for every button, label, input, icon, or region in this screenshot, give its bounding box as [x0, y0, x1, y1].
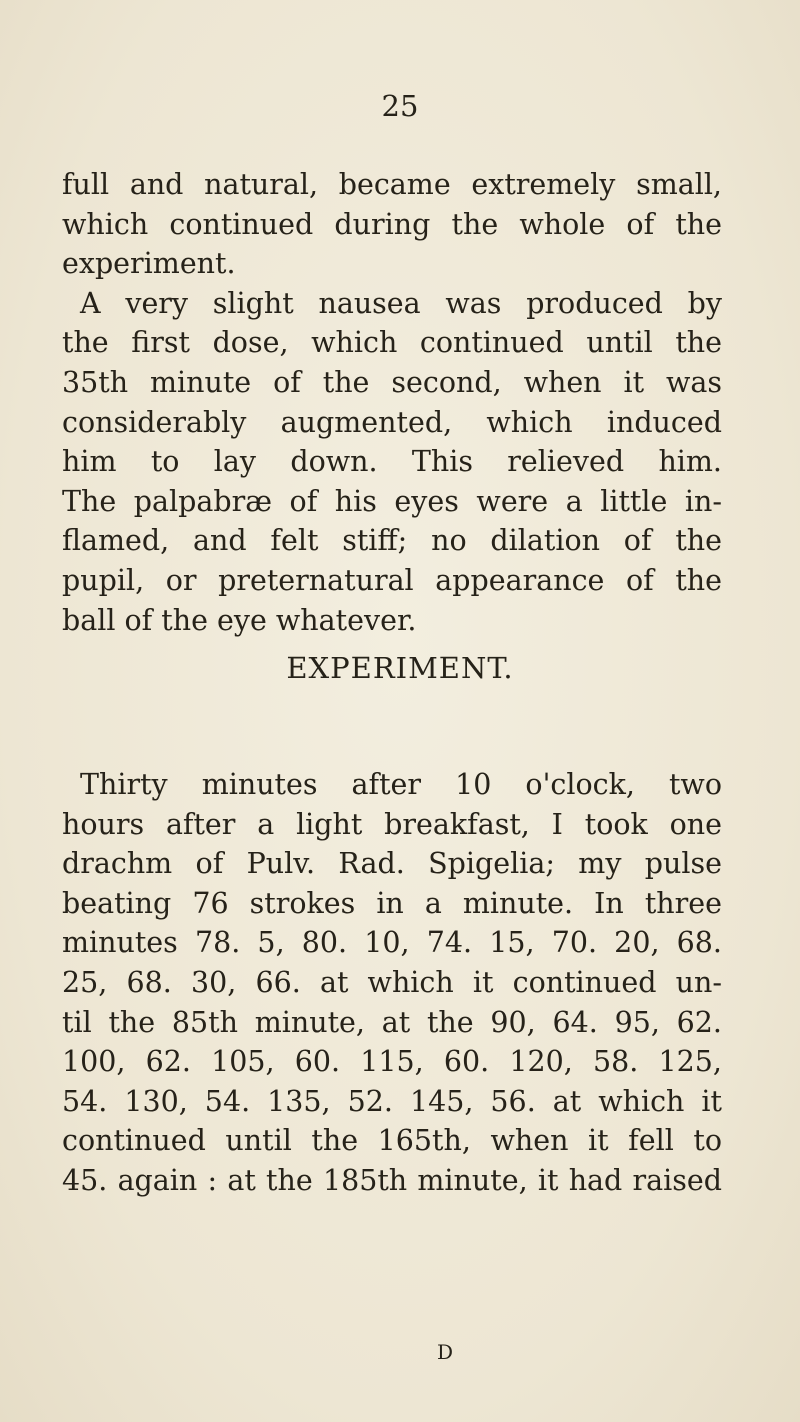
- text-line: til the 85th minute, at the 90, 64. 95, 62.: [62, 1005, 722, 1039]
- text-line: continued until the 165th, when it fell to: [62, 1124, 722, 1158]
- text-line: 54. 130, 54. 135, 52. 145, 56. at which it: [62, 1084, 722, 1118]
- text-line: which continued during the whole of the: [62, 207, 722, 241]
- body-text-top: [62, 165, 722, 640]
- text-line: 25, 68. 30, 66. at which it continued un-: [62, 965, 722, 999]
- signature-mark: D: [436, 1340, 454, 1364]
- text-line: pupil, or preternatural appearance of the: [62, 563, 722, 597]
- text-line: 100, 62. 105, 60. 115, 60. 120, 58. 125,: [62, 1045, 722, 1079]
- text-line: 45. again : at the 185th minute, it had raised: [62, 1163, 722, 1197]
- text-line: Thirty minutes after 10 o'clock, two: [80, 768, 722, 801]
- text-line: him to lay down. This relieved him.: [62, 445, 722, 479]
- text-line: minutes 78. 5, 80. 10, 74. 15, 70. 20, 68.: [62, 926, 722, 960]
- section-heading: EXPERIMENT.: [286, 651, 514, 685]
- text-line: experiment.: [62, 247, 236, 281]
- text-line: drachm of Pulv. Rad. Spigelia; my pulse: [62, 847, 722, 881]
- text-line: 35th minute of the second, when it was: [62, 365, 722, 399]
- text-line: full and natural, became extremely small,: [62, 168, 722, 201]
- text-line: A very slight nausea was produced by: [80, 286, 722, 320]
- body-text-bottom: [62, 765, 722, 1201]
- page-number: 25: [381, 89, 419, 123]
- text-line: The palpabræ of his eyes were a little in-: [62, 484, 722, 518]
- text-line: ball of the eye whatever.: [62, 603, 417, 637]
- text-line: flamed, and felt stiff; no dilation of the: [62, 524, 722, 558]
- text-line: considerably augmented, which induced: [62, 405, 722, 439]
- text-line: hours after a light breakfast, I took one: [62, 807, 722, 841]
- text-line: beating 76 strokes in a minute. In three: [62, 886, 722, 920]
- text-line: the first dose, which continued until the: [62, 326, 722, 360]
